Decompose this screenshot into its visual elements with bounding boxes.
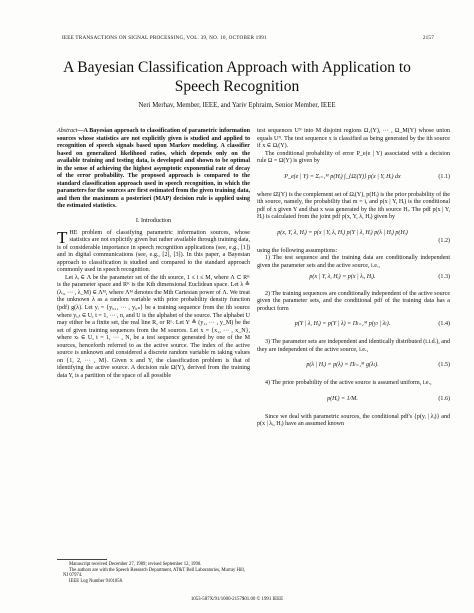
copyright-footer: 1053-587X/91/1000-2157$01.00 © 1991 IEEE	[190, 597, 284, 602]
page-number: 2157	[422, 35, 434, 41]
paper-title: A Bayesian Classification Approach with Application to Speech Recognition	[63, 59, 411, 95]
equation-1-2	[257, 225, 450, 245]
equation-number: (1.6)	[438, 395, 450, 402]
equation-body: p(λ | Hᵢ) = p(λ) = Πₗ₌₁ᴹ g(λₗ).	[306, 362, 379, 369]
equation-number: (1.2)	[438, 237, 450, 244]
right-column	[257, 128, 450, 429]
equation-number: (1.3)	[438, 273, 450, 280]
right-paragraph-3: where Ω̄ᵢ(Y) is the complement set of Ωᵢ(Y), p(Hᵢ) is the prior probability of the ith source, namely, the probability that m = i, and p(x | Y, Hᵢ) is the conditional pdf of x given Y and that x was generated by the ith source Hᵢ. The pdf p(x | Y, Hᵢ) is calculated from the joint pdf p(x, Y, λ, Hᵢ) given by	[257, 191, 450, 221]
right-paragraph-2: The conditional probability of error P_e(e | Y) associated with a decision rule Ω = Ω(Y) is given by	[257, 150, 450, 165]
abstract-text: —A Bayesian approach to classification of parametric information sources whose statistics are not explicitly given is studied and applied to recognition of speech signals based upon Markov modeling. A classifier based on generalized likelihood ratios, which depends only on the available training and testing data, is developed and shown to be optimal in the sense of achieving the highest asymptotic exponential rate of decay of the error probability. The proposed approach is compared to the standard classification approach used in speech recognition, in which the parameters for the sources are first estimated from the given training data, and then the maximum a posteriori (MAP) decision rule is applied using the estimated statistics.	[57, 128, 251, 210]
abstract-label: Abstract	[57, 128, 78, 134]
footnote-affiliation: The authors are with the Speech Research Department, AT&T Bell Laboratories, Murray Hill, NJ 07974.	[63, 567, 246, 579]
footnote-log-number: IEEE Log Number 9101858.	[69, 579, 124, 585]
equation-body: P_e(e | Y) = Σᵢ₌₁ᴹ p(Hᵢ) ∫_{Ω̄ᵢ(Y)} p(x | Y, Hᵢ) dx	[284, 173, 401, 180]
section-heading-introduction: I. Introduction	[135, 218, 172, 225]
intro-paragraph-2: Let λᵢ ∈ Λ be the parameter set of the ith source, 1 ≤ i ≤ M, where Λ ⊂ Rᴷ is the parameter space and Rᴷ is the Kth dimensional Euclidean space. Let λ ≜ (λ₁, ··· , λ_M) ∈ Λᴹ, where Λᴹ denotes the Mth Cartesian power of Λ. We treat the unknown λ as a random variable with prior probability density function (pdf) g(λ). Let yᵢ = {yᵢ,₁, ··· , yᵢ,ₙ} be a training sequence from the ith source where yᵢ,ₜ ∈ U, t = 1, ··· , n, and U is the alphabet of the source. The alphabet U may either be a finite set, the real line R, or Rᴸ. Let Y ≜ (y₁, ··· , y_M) be the set of given training sequences from the M sources. Let x = {x₁, ··· , x_N}, where xₜ ∈ U, t = 1, ··· , N, be a test sequence generated by one of the M sources, henceforth referred to as the active source. The index of the active source is unknown and considered a discrete random variable m taking values on {1, 2, ··· , M}. Given x and Y, the classification problem is that of identifying the active source. A decision rule Ω(Y), derived from the training data Y, is a partition of the space of all possible	[57, 274, 250, 379]
intro-paragraph-1-text: HE problem of classifying parametric information sources, whose statistics are not explicitly given but rather available through training data, is of considerable importance in speech recognition applications (see, e.g., [1]) and in digital communications (see, e.g., [2], [3]). In this paper, a Bayesian approach to classification is studied and compared to the standard approach commonly used in speech recognition.	[57, 229, 250, 274]
abstract	[57, 128, 250, 211]
footnote-rule	[57, 559, 107, 560]
equation-body: p(x | Y, λ, Hᵢ) = p(x | λᵢ, Hᵢ).	[309, 273, 376, 280]
footnote	[57, 562, 250, 585]
journal-citation: IEEE TRANSACTIONS ON SIGNAL PROCESSING, VOL. 39, NO. 10, OCTOBER 1991	[62, 35, 267, 41]
equation-1-4	[257, 316, 450, 336]
footnote-received: Manuscript received December 27, 1989; revised September 12, 1990.	[69, 562, 202, 567]
equation-body: p(x, Y, λ, Hᵢ) = p(x | Y, λ, Hᵢ) p(Y | λ, Hᵢ) p(λ | Hᵢ) p(Hᵢ)	[277, 229, 408, 236]
equation-1-5	[257, 357, 450, 377]
equation-body: p(Y | λ, Hᵢ) = p(Y | λ) = Πₗ₌₁ᴹ p(yₗ | λₗ).	[294, 321, 391, 328]
equation-number: (1.5)	[438, 362, 450, 369]
right-paragraph-4: using the following assumptions:	[257, 247, 338, 254]
assumption-4: 4) The prior probability of the active source is assumed uniform, i.e.,	[265, 380, 432, 387]
right-paragraph-final: Since we deal with parametric sources, the conditional pdf's {p(yᵢ | λᵢ)} and p(x | λᵢ, Hᵢ) have an assumed known	[257, 413, 450, 428]
equation-1-3	[257, 274, 450, 288]
right-paragraph-1: test sequences Uᴺ into M disjoint regions Ω₁(Y), ··· , Ω_M(Y) whose union equals Uᴺ. The test sequence x is classified as being generated by the ith source if x ∈ Ωᵢ(Y).	[257, 128, 450, 150]
paper-authors: Neri Merhav, Member, IEEE, and Yariv Ephraim, Senior Member, IEEE	[138, 102, 336, 109]
intro-paragraph-1	[57, 227, 250, 275]
equation-body: p(Hᵢ) = 1/M.	[327, 395, 358, 402]
left-column	[57, 128, 250, 381]
assumption-3: 3) The parameter sets are independent and identically distributed (i.i.d.), and they are independent of the active source, i.e.,	[257, 339, 450, 353]
assumption-1: 1) The test sequence and the training data are conditionally independent given the parameter sets and the active source, i.e.,	[257, 255, 450, 270]
assumption-2: 2) The training sequences are conditionally independent of the active source given the parameter sets, and the conditional pdf of the training data has a product form	[257, 290, 450, 312]
equation-number: (1.4)	[438, 321, 450, 328]
drop-cap: T	[57, 227, 68, 247]
equation-number: (1.1)	[438, 173, 450, 180]
equation-1-1	[257, 169, 450, 189]
equation-1-6	[257, 391, 450, 411]
